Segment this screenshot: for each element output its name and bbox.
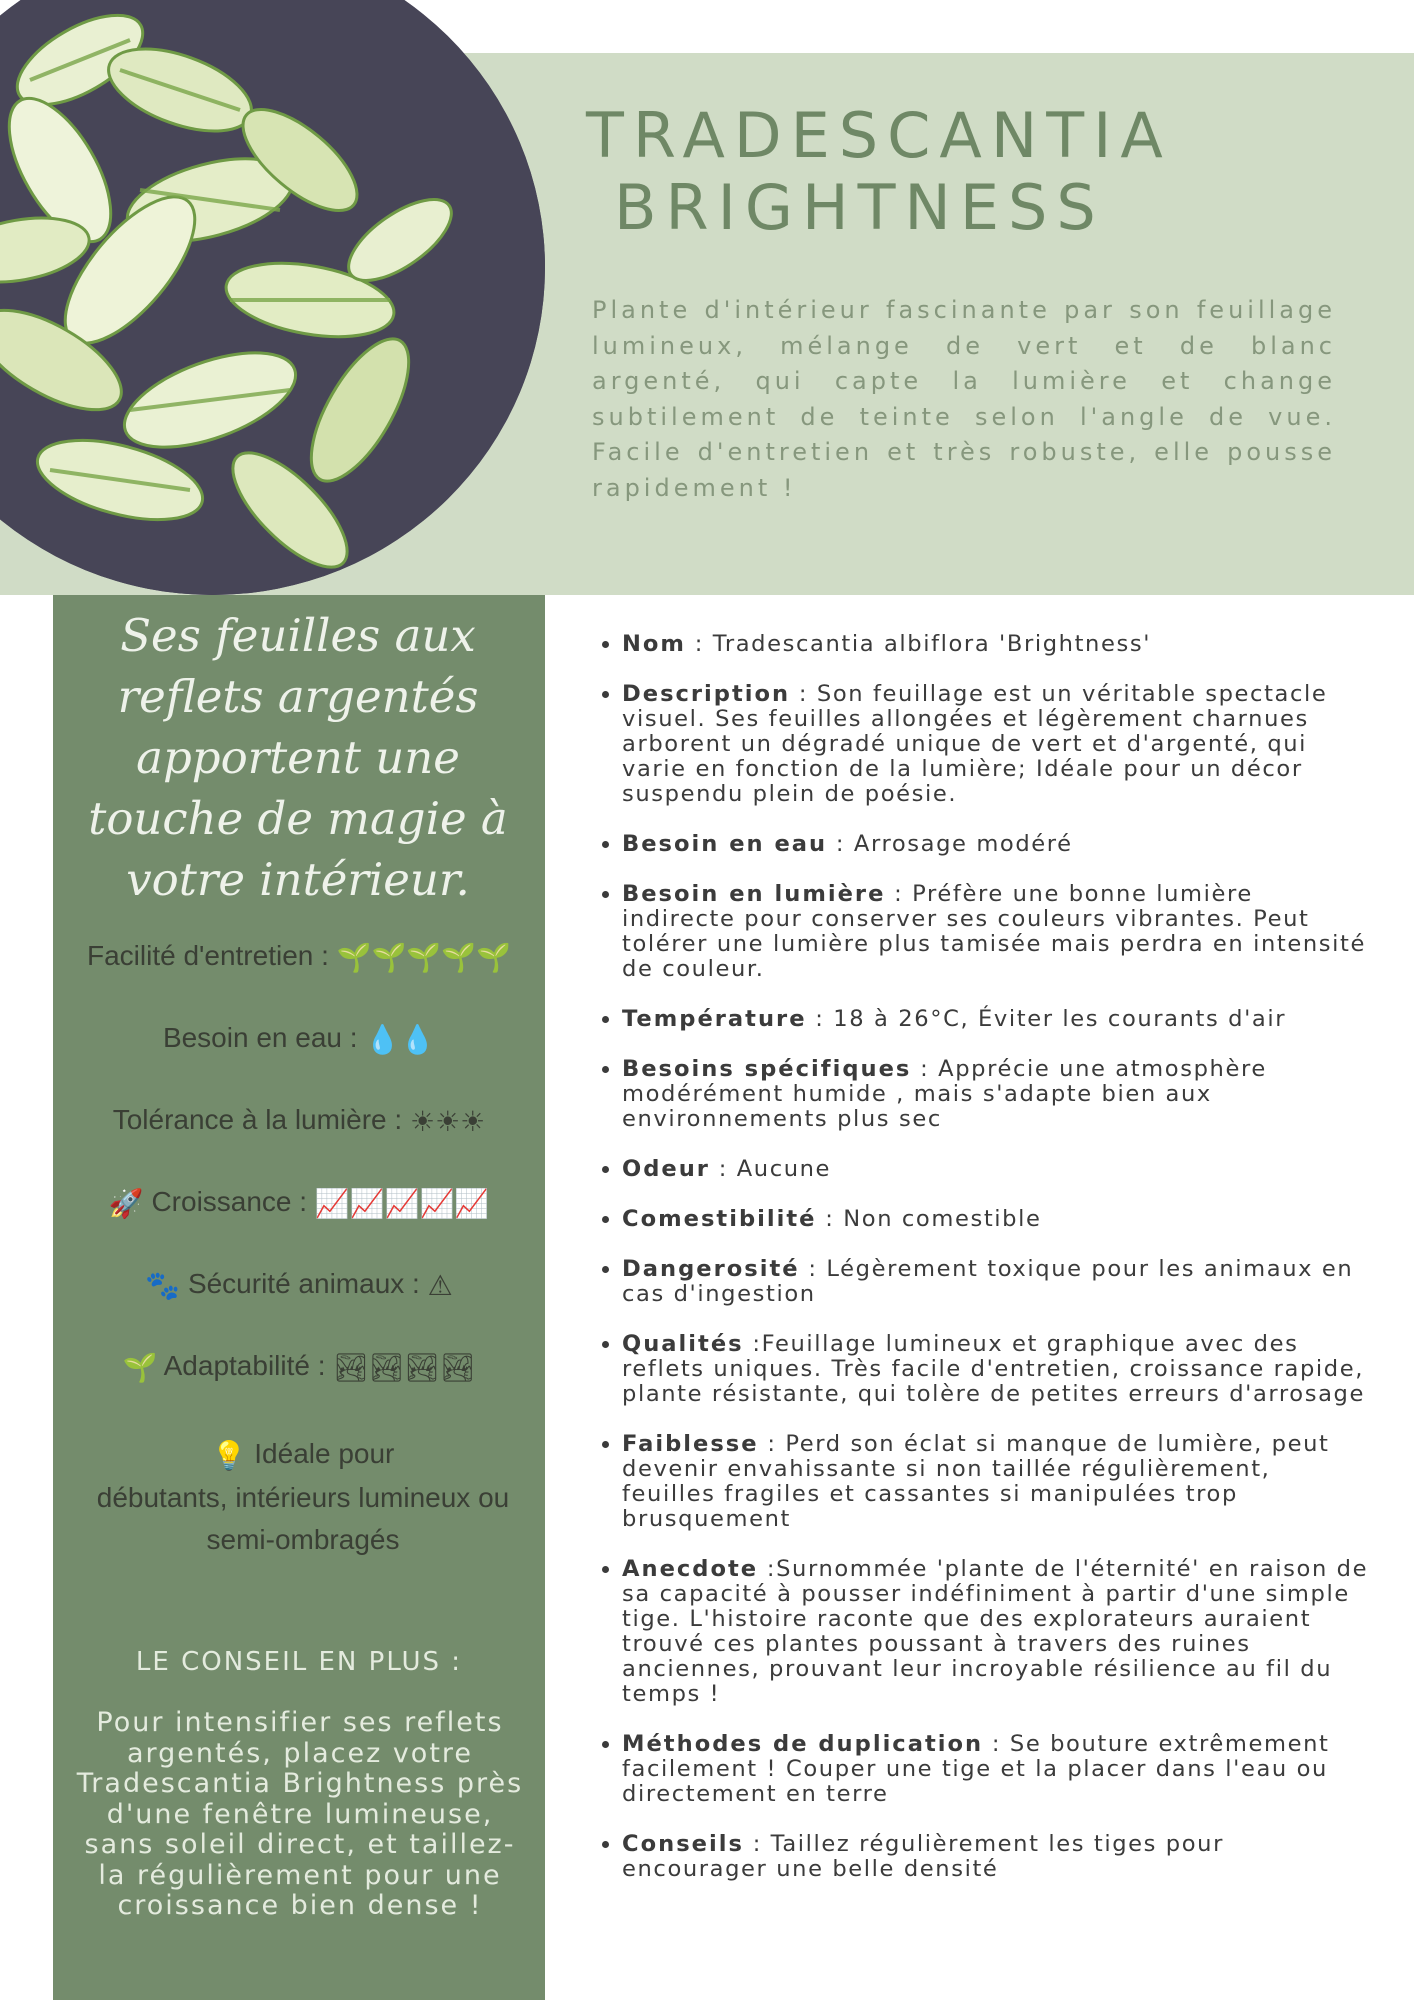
ideal-line-3: semi-ombragés <box>206 1523 400 1555</box>
spec-text: : Perd son éclat si manque de lumière, peut devenir envahissante si non taillée régulièrement, feuilles fragiles et cassantes si manipulées trop brusquement <box>622 1431 1330 1532</box>
rating-water <box>53 1022 545 1056</box>
title-line-2: BRIGHTNESS <box>614 171 1105 244</box>
paw-icon: 🐾 <box>145 1270 181 1302</box>
rating-pet-safety-label: Sécurité animaux : <box>187 1268 420 1299</box>
rating-growth-label: Croissance : <box>151 1186 308 1217</box>
spec-label: Description <box>622 681 791 707</box>
spec-item <box>622 1732 1372 1807</box>
ideal-line-1: Idéale pour <box>254 1438 395 1469</box>
spec-text: : Se bouture extrêmement facilement ! Couper une tige et la placer dans l'eau ou directement en terre <box>622 1731 1330 1807</box>
rating-adaptability <box>53 1350 545 1384</box>
spec-item <box>622 1007 1372 1032</box>
spec-item <box>622 1557 1372 1707</box>
rating-care <box>53 940 545 974</box>
rating-light-label: Tolérance à la lumière : <box>112 1104 403 1135</box>
spec-item <box>622 1157 1372 1182</box>
warning-icon: ⚠ <box>427 1270 453 1302</box>
spec-item <box>622 632 1372 657</box>
ideal-for <box>53 1433 553 1561</box>
rocket-icon: 🚀 <box>108 1188 144 1220</box>
spec-text: :Surnommée 'plante de l'éternité' en raison de sa capacité à pousser indéfiniment à partir d'une simple tige. L'histoire raconte que des explorateurs auraient trouvé ces plantes poussant à travers des ruines anciennes, prouvant leur incroyable résilience au fil du temps ! <box>622 1556 1369 1707</box>
spec-item <box>622 1332 1372 1407</box>
rating-adaptability-label: Adaptabilité : <box>163 1350 326 1381</box>
sun-icon: ☀☀☀ <box>409 1106 486 1138</box>
spec-label: Odeur <box>622 1156 710 1182</box>
spec-text: : Tradescantia albiflora 'Brightness' <box>685 631 1152 657</box>
landscape-icon: 🏞🏞🏞🏞 <box>333 1352 476 1384</box>
tip-body: Pour intensifier ses reflets argentés, placez votre Tradescantia Brightness près d'une fenêtre lumineuse, sans soleil direct, et taillez-la régulièrement pour une croissance bien dense ! <box>76 1707 524 1921</box>
spec-label: Anecdote <box>622 1556 759 1582</box>
spec-label: Méthodes de duplication <box>622 1731 984 1757</box>
intro-paragraph: Plante d'intérieur fascinante par son feuillage lumineux, mélange de vert et de blanc argenté, qui capte la lumière et change subtilement de teinte selon l'angle de vue. Facile d'entretien et très robuste, elle pousse rapidement ! <box>592 296 1336 502</box>
spec-text: : Apprécie une atmosphère modérément humide , mais s'adapte bien aux environnements plus sec <box>622 1056 1267 1132</box>
title-line-1: TRADESCANTIA <box>586 99 1172 172</box>
rating-pet-safety <box>53 1268 545 1302</box>
spec-item <box>622 832 1372 857</box>
spec-label: Qualités <box>622 1331 744 1357</box>
page-title <box>586 100 1366 244</box>
spec-item <box>622 1432 1372 1532</box>
specs-list <box>594 632 1372 1907</box>
spec-text: :Feuillage lumineux et graphique avec des reflets uniques. Très facile d'entretien, croissance rapide, plante résistante, qui tolère de petites erreurs d'arrosage <box>622 1331 1365 1407</box>
spec-label: Besoin en lumière <box>622 881 886 907</box>
spec-label: Faiblesse <box>622 1431 759 1457</box>
spec-item <box>622 1257 1372 1307</box>
ideal-line-2: débutants, intérieurs lumineux ou <box>96 1481 510 1513</box>
spec-text: : Préfère une bonne lumière indirecte pour conserver ses couleurs vibrantes. Peut tolérer une lumière plus tamisée mais perdra en intensité de couleur. <box>622 881 1367 982</box>
chart-up-icon: 📈📈📈📈📈 <box>314 1188 490 1220</box>
spec-text: : Arrosage modéré <box>827 831 1073 857</box>
spec-text: : Taillez régulièrement les tiges pour encourager une belle densité <box>622 1831 1224 1882</box>
quote-text: Ses feuilles aux reflets argentés apportent une touche de magie à votre intérieur. <box>88 609 508 906</box>
spec-text: : 18 à 26°C, Éviter les courants d'air <box>806 1006 1287 1032</box>
spec-label: Besoin en eau <box>622 831 828 857</box>
spec-item <box>622 1207 1372 1232</box>
spec-label: Température <box>622 1006 807 1032</box>
seedling-icon: 🌱 <box>122 1352 158 1384</box>
spec-label: Comestibilité <box>622 1206 817 1232</box>
spec-label: Besoins spécifiques <box>622 1056 912 1082</box>
spec-item <box>622 882 1372 982</box>
sprout-icon: 🌱🌱🌱🌱🌱 <box>336 942 512 974</box>
spec-item <box>622 682 1372 807</box>
water-drop-icon: 💧💧 <box>365 1024 436 1056</box>
spec-text: : Aucune <box>709 1156 832 1182</box>
spec-label: Dangerosité <box>622 1256 800 1282</box>
lightbulb-icon: 💡 <box>211 1439 247 1471</box>
spec-label: Conseils <box>622 1831 744 1857</box>
rating-care-label: Facilité d'entretien : <box>86 940 329 971</box>
spec-text: : Légèrement toxique pour les animaux en cas d'ingestion <box>622 1256 1354 1307</box>
rating-growth <box>53 1186 545 1220</box>
spec-item <box>622 1057 1372 1132</box>
tip-title: LE CONSEIL EN PLUS : <box>135 1647 463 1677</box>
rating-light <box>53 1104 545 1138</box>
spec-label: Nom <box>622 631 686 657</box>
spec-text: : Non comestible <box>816 1206 1042 1232</box>
spec-text: : Son feuillage est un véritable spectacle visuel. Ses feuilles allongées et légèrement charnues arborent un dégradé unique de vert et d'argenté, qui varie en fonction de la lumière; Idéale pour un décor suspendu plein de poésie. <box>622 681 1328 807</box>
spec-item <box>622 1832 1372 1882</box>
rating-water-label: Besoin en eau : <box>162 1022 358 1053</box>
